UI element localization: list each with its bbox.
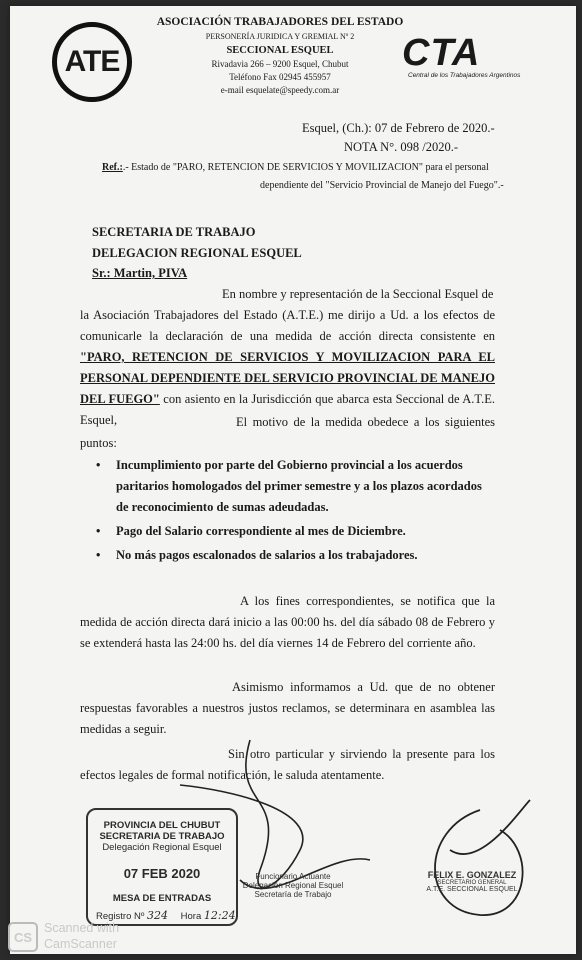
signer-name: FELIX E. GONZALEZ	[427, 870, 517, 880]
paragraph-1-text: la Asociación Trabajadores del Estado (A.T.E.) me dirijo a Ud. a los efectos de comunicarle la declaración de una medida de acción directa consistente en	[80, 308, 495, 343]
seccional: SECCIONAL ESQUEL	[226, 45, 334, 56]
place-date: Esquel, (Ch.): 07 de Febrero de 2020.-	[302, 121, 495, 135]
nota-number: NOTA N°. 098 /2020.-	[344, 140, 459, 154]
reasons-list	[96, 455, 496, 569]
paragraph-5: Sin otro particular y sirviendo la presente para los efectos legales de formal notificación, le saluda atentamente.	[80, 747, 495, 782]
signature-right-scribble	[410, 790, 550, 930]
signature-left-text	[238, 872, 348, 899]
stamp-line-2: SECRETARIA DE TRABAJO	[99, 831, 225, 842]
address: Rivadavia 266 – 9200 Esquel, Chubut	[211, 59, 349, 69]
stamp-line-3: Delegación Regional Esquel	[102, 842, 222, 853]
personeria: PERSONERÍA JURIDICA Y GREMIAL Nº 2	[205, 32, 355, 41]
list-item: • No más pagos escalonados de salarios a los trabajadores.	[96, 545, 496, 566]
ate-logo	[52, 22, 132, 102]
org-name: ASOCIACIÓN TRABAJADORES DEL ESTADO	[156, 16, 404, 28]
paragraph-1	[80, 284, 495, 431]
stamp-hora-label: Hora	[180, 911, 202, 922]
camscanner-icon: CS	[8, 922, 38, 952]
paragraph-1-bold: "PARO, RETENCION DE SERVICIOS Y MOVILIZACION PARA EL PERSONAL DEPENDIENTE DEL SERVICIO PROVINCIAL DE MANEJO DEL FUEGO"	[80, 350, 495, 406]
addressee-line-3: Sr.: Martin, PIVA	[92, 266, 188, 280]
ref-text-1: .- Estado de "PARO, RETENCION DE SERVICIOS Y MOVILIZACION" para el personal	[122, 162, 489, 173]
list-item: • Incumplimiento por parte del Gobierno provincial a los acuerdos paritarios homologados del primer semestre y a los plazos acordados de reconocimiento de sumas adeudadas.	[96, 455, 496, 518]
cta-logo: CTA	[402, 32, 481, 74]
stamp-registro-label: Registro Nº	[96, 911, 145, 922]
paragraph-2: El motivo de la medida obedece a los siguientes puntos:	[80, 415, 495, 450]
stamp-line-1: PROVINCIA DEL CHUBUT	[103, 820, 221, 831]
signature-left-line-1: Funcionario Actuante	[255, 872, 331, 881]
paragraph-3: A los fines correspondientes, se notifica que la medida de acción directa dará inicio a las 00:00 hs. del día sábado 08 de Febrero y se extenderá hasta las 24:00 hs. del día viernes 14 de Febrero del corriente año.	[80, 594, 495, 650]
stamp-date: 07 FEB 2020	[123, 866, 201, 881]
paragraph-1-first-line: En nombre y representación de la Seccional Esquel de	[222, 287, 494, 301]
phone: Teléfono Fax 02945 455957	[229, 72, 331, 82]
addressee-line-2: DELEGACION REGIONAL ESQUEL	[92, 246, 302, 260]
signer-title: SECRETARIO GENERAL	[437, 880, 507, 886]
reference-line-1	[102, 162, 489, 173]
signature-right-text	[412, 870, 532, 893]
list-item: • Pago del Salario correspondiente al mes de Diciembre.	[96, 521, 496, 542]
watermark-line-2: CamScanner	[44, 937, 117, 951]
email: e-mail esquelate@speedy.com.ar	[220, 85, 340, 95]
cta-subtitle: Central de los Trabajadores Argentinos	[408, 72, 521, 79]
stamp-hora-value: 12:24	[203, 909, 236, 922]
signature-left-line-3: Secretaría de Trabajo	[254, 890, 332, 899]
addressee-line-1: SECRETARIA DE TRABAJO	[92, 225, 256, 239]
signature-left-line-2: Delegación Regional Esquel	[242, 881, 344, 890]
watermark-line-1: Scanned with	[44, 921, 120, 935]
ref-label: Ref.:	[102, 162, 123, 173]
ref-text-2: dependiente del "Servicio Provincial de Manejo del Fuego".-	[260, 180, 504, 191]
stamp-line-4: MESA DE ENTRADAS	[112, 893, 212, 904]
reception-stamp	[86, 808, 238, 926]
signer-org: A.T.E. SECCIONAL ESQUEL	[426, 886, 518, 893]
paragraph-1-after: con asiento en la Jurisdicción que abarca esta Seccional de A.T.E. Esquel,	[80, 392, 495, 427]
ate-logo-text: ATE	[64, 45, 120, 78]
stamp-registro-value: 324	[147, 909, 168, 922]
paragraph-4: Asimismo informamos a Ud. que de no obtener respuestas favorables a nuestros justos reclamos, se determinara en asamblea las medidas a seguir.	[80, 680, 495, 736]
